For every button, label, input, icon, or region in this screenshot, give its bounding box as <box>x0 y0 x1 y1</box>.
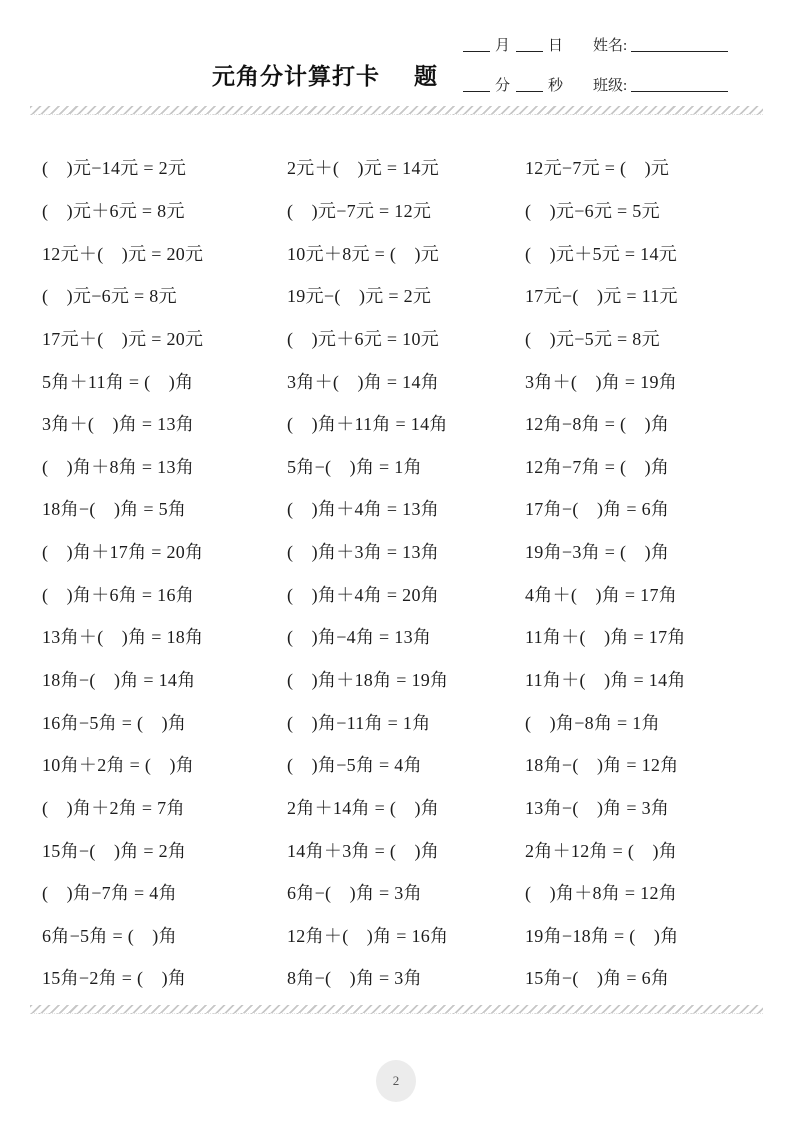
problem-text: 17元−( )元 = 11元 <box>525 286 678 307</box>
problem-text: ( )元−6元 = 5元 <box>525 200 660 221</box>
problem-text: ( )角−4角 = 13角 <box>287 627 432 648</box>
problem-text: 2角＋12角 = ( )角 <box>525 840 678 861</box>
problem-text: ( )元＋6元 = 10元 <box>287 328 440 349</box>
page-number-badge <box>376 1060 416 1102</box>
title-question-count-suffix: 题 <box>414 63 437 89</box>
class-label: 班级: <box>593 78 628 94</box>
problem-text: 19元−( )元 = 2元 <box>287 286 432 307</box>
date-row <box>463 30 728 54</box>
bottom-hatched-divider <box>30 1005 763 1014</box>
problems-grid <box>42 146 771 999</box>
problem-text: ( )角＋3角 = 13角 <box>287 542 440 563</box>
page-number: 2 <box>392 1073 400 1088</box>
problem-text: 12元−7元 = ( )元 <box>525 158 670 179</box>
problem-text: 12角−7角 = ( )角 <box>525 456 670 477</box>
worksheet-title-block <box>212 58 437 91</box>
problem-text: 15角−2角 = ( )角 <box>42 968 187 989</box>
problem-text: 2角＋14角 = ( )角 <box>287 797 440 818</box>
second-blank-line <box>516 77 543 92</box>
problem-text: 13角−( )角 = 3角 <box>525 797 670 818</box>
day-blank-line <box>516 37 543 52</box>
problem-text: ( )元−7元 = 12元 <box>287 200 432 221</box>
problem-text: ( )元＋6元 = 8元 <box>42 200 185 221</box>
problem-text: ( )角−11角 = 1角 <box>287 712 431 733</box>
problem-text: 14角＋3角 = ( )角 <box>287 840 440 861</box>
second-label: 秒 <box>548 78 564 94</box>
problem-text: 5角−( )角 = 1角 <box>287 456 422 477</box>
problem-text: 12角＋( )角 = 16角 <box>287 925 449 946</box>
problem-text: 11角＋( )角 = 14角 <box>525 670 686 690</box>
problem-text: ( )角＋6角 = 16角 <box>42 584 195 605</box>
problem-text: 2元＋( )元 = 14元 <box>287 158 440 179</box>
problem-text: 18角−( )角 = 5角 <box>42 499 187 520</box>
problem-text: ( )角＋8角 = 12角 <box>525 883 678 904</box>
problem-text: 18角−( )角 = 12角 <box>525 755 679 776</box>
problem-text: ( )角＋8角 = 13角 <box>42 456 195 477</box>
problem-text: 3角＋( )角 = 19角 <box>525 371 678 392</box>
page-title: 元角分计算打卡 <box>212 63 380 89</box>
name-blank-line <box>631 37 728 52</box>
problem-text: ( )角＋17角 = 20角 <box>42 542 204 563</box>
problem-text: ( )元−5元 = 8元 <box>525 328 660 349</box>
problem-text: 12元＋( )元 = 20元 <box>42 243 204 264</box>
problem-text: 11角＋( )角 = 17角 <box>525 627 686 648</box>
problem-text: 8角−( )角 = 3角 <box>287 968 422 989</box>
problem-text: ( )元−6元 = 8元 <box>42 286 177 307</box>
header-meta <box>463 30 728 110</box>
minute-blank-line <box>463 77 490 92</box>
problem-text: 3角＋( )角 = 14角 <box>287 371 440 392</box>
problem-text: 3角＋( )角 = 13角 <box>42 414 195 435</box>
problem-text: 5角＋11角 = ( )角 <box>42 371 194 392</box>
problem-text: 12角−8角 = ( )角 <box>525 414 670 435</box>
problem-text: ( )元−14元 = 2元 <box>42 158 187 179</box>
month-label: 月 <box>495 38 511 54</box>
problem-text: 6角−( )角 = 3角 <box>287 883 422 904</box>
minute-label: 分 <box>495 78 511 94</box>
problem-text: 6角−5角 = ( )角 <box>42 925 177 946</box>
problem-text: 17元＋( )元 = 20元 <box>42 328 204 349</box>
problem-text: ( )角＋18角 = 19角 <box>287 670 449 690</box>
problem-text: 19角−18角 = ( )角 <box>525 925 679 946</box>
class-blank-line <box>631 77 728 92</box>
problem-text: ( )角＋11角 = 14角 <box>287 414 448 435</box>
problem-text: 13角＋( )角 = 18角 <box>42 627 204 648</box>
problem-text: 10角＋2角 = ( )角 <box>42 755 195 776</box>
problem-text: 17角−( )角 = 6角 <box>525 499 670 520</box>
time-row <box>463 70 728 94</box>
month-blank-line <box>463 37 490 52</box>
problem-text: 15角−( )角 = 6角 <box>525 968 670 989</box>
problems-column-2 <box>287 146 525 999</box>
problem-text: 16角−5角 = ( )角 <box>42 712 187 733</box>
problems-column-3 <box>525 146 771 999</box>
problem-text: 18角−( )角 = 14角 <box>42 670 196 690</box>
problem-text: 15角−( )角 = 2角 <box>42 840 187 861</box>
day-label: 日 <box>548 38 564 54</box>
problems-column-1 <box>42 146 287 999</box>
name-label: 姓名: <box>593 38 628 54</box>
problem-text: ( )元＋5元 = 14元 <box>525 243 678 264</box>
problem-text: 19角−3角 = ( )角 <box>525 542 670 563</box>
problem-text: ( )角＋4角 = 13角 <box>287 499 440 520</box>
problem-text: ( )角−8角 = 1角 <box>525 712 660 733</box>
top-hatched-divider <box>30 106 763 115</box>
problem-text: ( )角−5角 = 4角 <box>287 755 422 776</box>
problem-text: ( )角＋2角 = 7角 <box>42 797 185 818</box>
problem-text: 10元＋8元 = ( )元 <box>287 243 440 264</box>
problem-text: 4角＋( )角 = 17角 <box>525 584 678 605</box>
problem-text: ( )角−7角 = 4角 <box>42 883 177 904</box>
problem-text: ( )角＋4角 = 20角 <box>287 584 440 605</box>
